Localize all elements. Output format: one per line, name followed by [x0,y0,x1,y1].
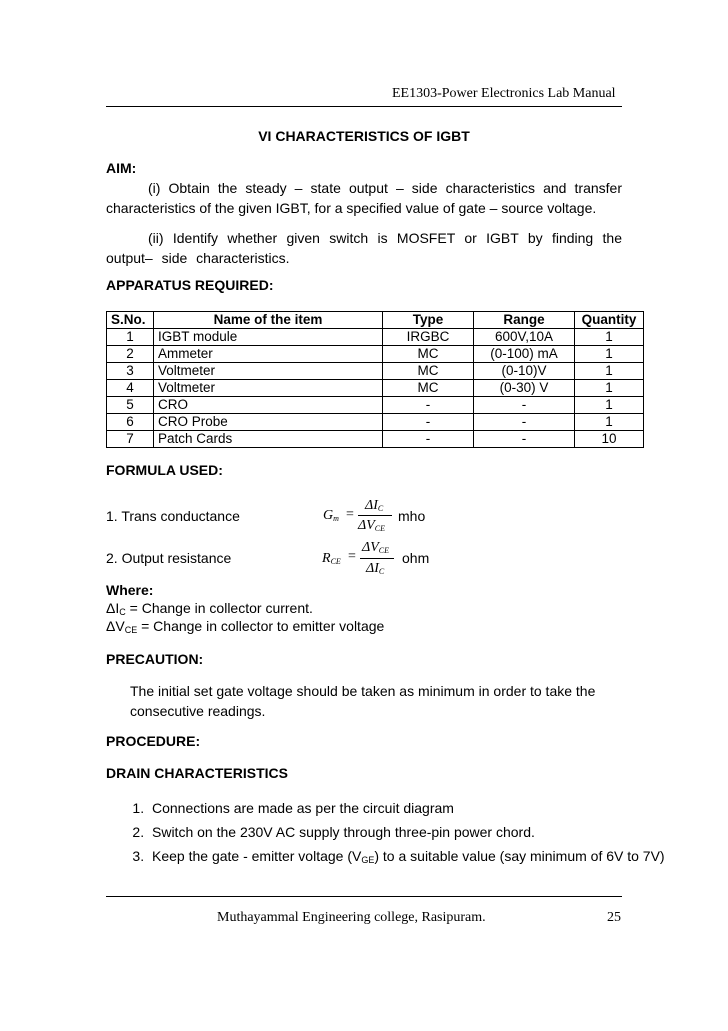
table-row [107,329,644,346]
step-1-text: Connections are made as per the circuit diagram [152,800,454,816]
formula-1-num-symbol: ΔI [365,498,378,513]
cell-name: CRO Probe [154,414,383,431]
where-line-1-text: = Change in collector current. [125,600,313,616]
formula-2-denominator [366,561,384,577]
cell-sno: 1 [107,329,154,346]
formula-2-equals: = [348,549,356,564]
formula-1-lhs [323,508,339,524]
where-line-2 [106,618,384,635]
formula-1-num-sub: C [377,504,384,513]
table-row [107,380,644,397]
where-heading: Where: [106,582,154,598]
where-line-2-sub: CE [124,625,138,635]
cell-quantity: 1 [575,363,644,380]
formula-1-fraction-bar [358,515,392,516]
table-row [107,431,644,448]
col-name: Name of the item [154,312,383,329]
formula-1-label: 1. Trans conductance [106,508,240,524]
cell-type: MC [383,346,474,363]
where-line-2-text: = Change in collector to emitter voltage [137,618,385,634]
cell-range: - [474,431,575,448]
cell-sno: 6 [107,414,154,431]
aim-item-1: (i) Obtain the steady – state output – side characteristics and transfer characteristics of the given IGBT, for a specified value of gate – source voltage. [106,180,622,216]
cell-range: 600V,10A [474,329,575,346]
table-row [107,397,644,414]
cell-name: CRO [154,397,383,414]
cell-type: IRGBC [383,329,474,346]
cell-quantity: 1 [575,414,644,431]
page-title: VI CHARACTERISTICS OF IGBT [258,128,470,144]
footer-institution: Muthayammal Engineering college, Rasipuram. [217,910,486,925]
formula-1-lhs-symbol: G [323,508,334,523]
cell-range: (0-100) mA [474,346,575,363]
cell-quantity: 1 [575,380,644,397]
cell-quantity: 1 [575,346,644,363]
procedure-subheading: DRAIN CHARACTERISTICS [106,765,288,781]
where-line-1-sub: C [119,607,126,617]
where-line-1-symbol: ΔI [106,600,120,616]
step-3-text-b: ) to a suitable value (say minimum of 6V to 7V) [374,848,665,864]
apparatus-heading: APPARATUS REQUIRED: [106,277,274,293]
col-quantity: Quantity [575,312,644,329]
formula-1-lhs-sub: m [333,514,339,523]
formula-2-fraction-bar [360,558,394,559]
list-item [148,844,688,872]
cell-sno: 7 [107,431,154,448]
table-header-row [107,312,644,329]
page-number: 25 [607,910,621,925]
formula-2-numerator [362,540,389,556]
formula-2-num-sub: CE [378,546,390,555]
table-row [107,346,644,363]
table-row [107,363,644,380]
formula-2-lhs [322,551,341,567]
cell-sno: 5 [107,397,154,414]
formula-2-den-symbol: ΔI [366,561,379,576]
where-line-2-symbol: ΔV [106,618,125,634]
formula-2-label: 2. Output resistance [106,550,232,566]
step-3-sub: GE [361,855,375,865]
formula-1-equals: = [346,507,354,522]
procedure-heading: PROCEDURE: [106,733,201,749]
cell-quantity: 1 [575,397,644,414]
precaution-heading: PRECAUTION: [106,651,204,667]
col-range: Range [474,312,575,329]
cell-range: - [474,414,575,431]
step-3-text [152,848,665,864]
aim-heading: AIM: [106,160,137,176]
header-rule [106,106,622,107]
col-type: Type [383,312,474,329]
running-header: EE1303-Power Electronics Lab Manual [392,86,616,101]
formula-2-num-symbol: ΔV [362,540,379,555]
aim-item-2: (ii) Identify whether given switch is MOSFET or IGBT by finding the output– side characteristics. [106,230,622,266]
cell-type: MC [383,380,474,397]
cell-range: (0-30) V [474,380,575,397]
cell-type: MC [383,363,474,380]
footer-rule [106,896,622,897]
cell-quantity: 1 [575,329,644,346]
where-line-1 [106,600,313,617]
cell-name: IGBT module [154,329,383,346]
formula-1-den-sub: CE [374,524,386,533]
table-row [107,414,644,431]
formula-2-den-sub: C [378,567,385,576]
step-3-text-a: Keep the gate - emitter voltage (V [152,848,362,864]
cell-type: - [383,431,474,448]
step-2-text: Switch on the 230V AC supply through three-pin power chord. [152,824,535,840]
formula-1-numerator [365,498,383,514]
cell-name: Ammeter [154,346,383,363]
formula-1-denominator [358,518,385,534]
formula-2-lhs-sub: CE [330,557,341,566]
cell-range: - [474,397,575,414]
cell-name: Voltmeter [154,363,383,380]
cell-sno: 3 [107,363,154,380]
procedure-steps [106,796,688,872]
col-sno: S.No. [107,312,154,329]
apparatus-table [106,311,644,448]
formula-2-lhs-symbol: R [322,551,331,566]
cell-name: Patch Cards [154,431,383,448]
cell-sno: 2 [107,346,154,363]
cell-name: Voltmeter [154,380,383,397]
cell-type: - [383,414,474,431]
formula-1-den-symbol: ΔV [358,518,375,533]
cell-type: - [383,397,474,414]
precaution-text: The initial set gate voltage should be taken as minimum in order to take the consecutive readings. [130,683,596,719]
formula-1-unit: mho [398,508,426,524]
list-item [148,796,688,820]
list-item [148,820,688,844]
formula-2-unit: ohm [402,550,430,566]
cell-quantity: 10 [575,431,644,448]
formula-heading: FORMULA USED: [106,462,223,478]
cell-range: (0-10)V [474,363,575,380]
cell-sno: 4 [107,380,154,397]
